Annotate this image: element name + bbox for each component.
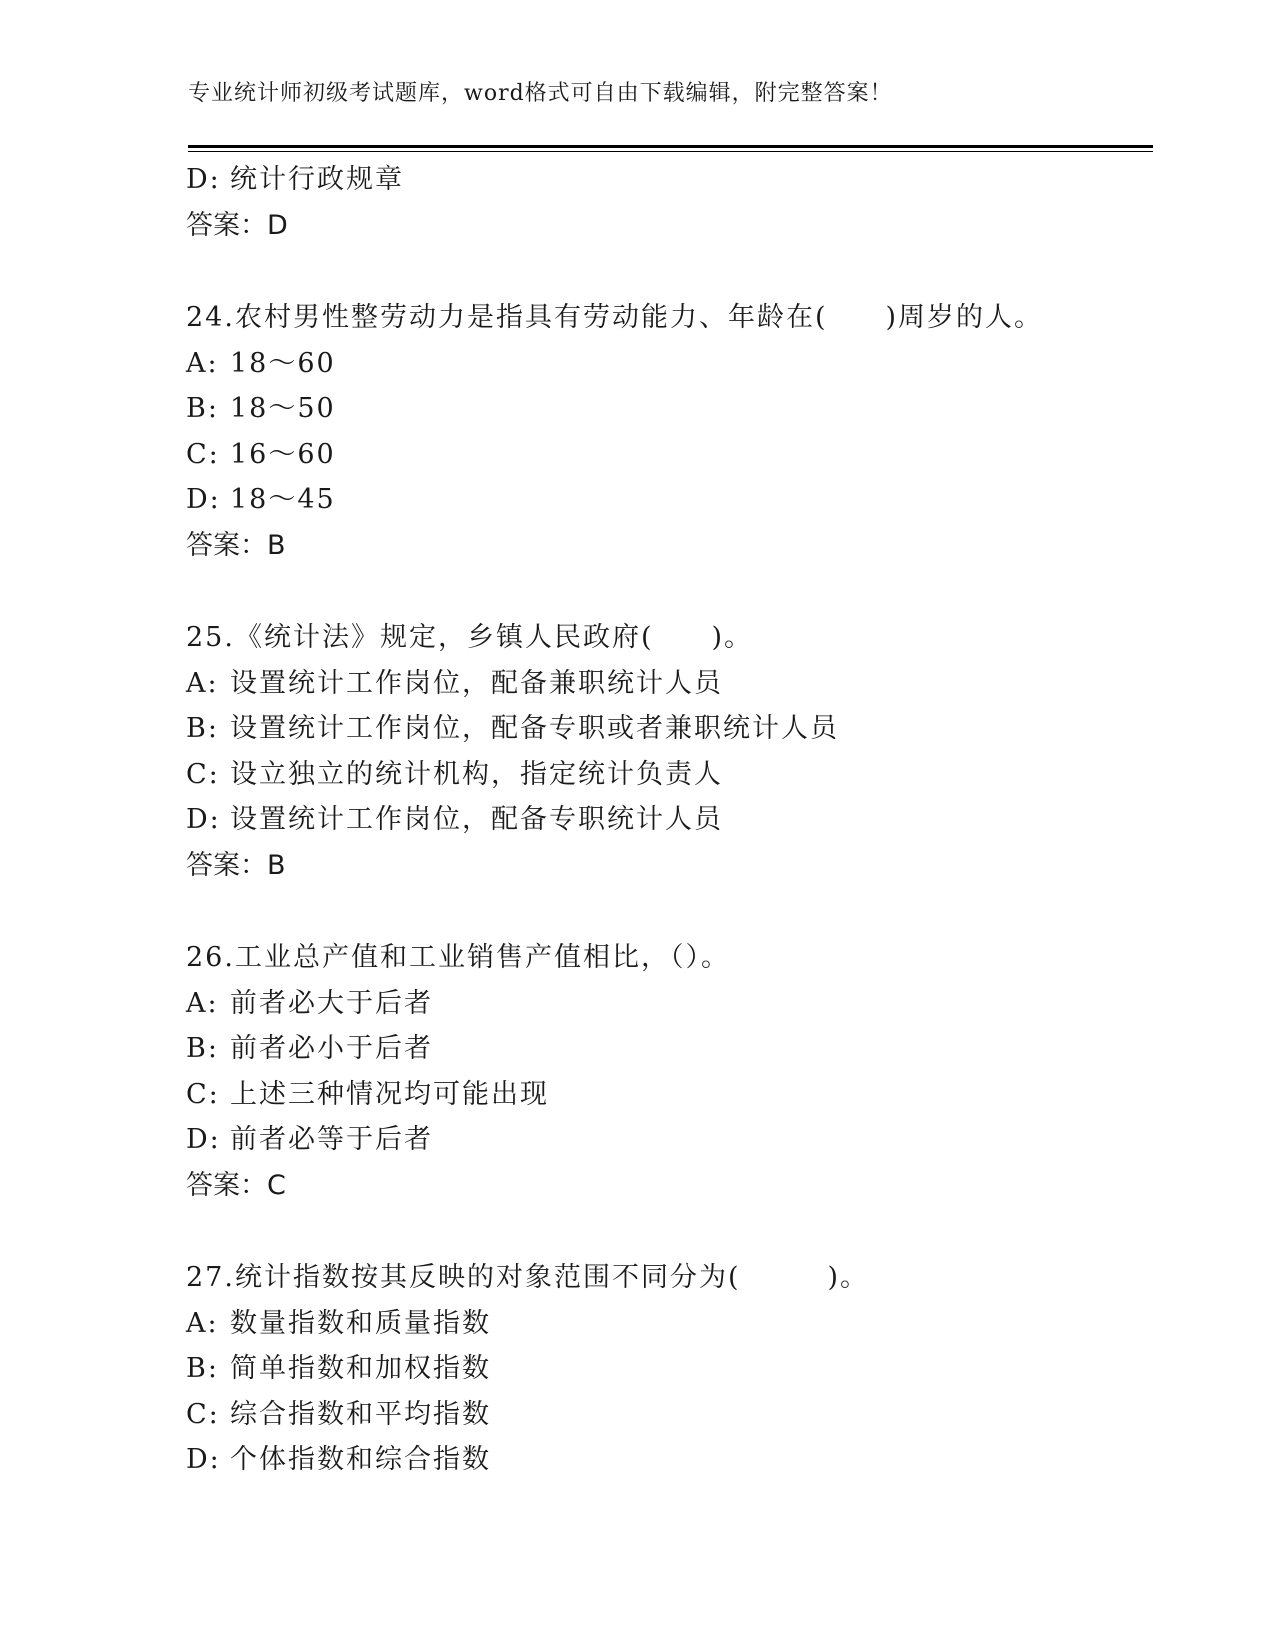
option-text: 设置统计工作岗位，配备兼职统计人员 (230, 667, 723, 699)
option-d (186, 1117, 1146, 1163)
option-label: B: (186, 393, 219, 424)
option-d (186, 1437, 1146, 1483)
question-list (186, 157, 1146, 1483)
option-text: 设置统计工作岗位，配备专职或者兼职统计人员 (230, 713, 839, 744)
option-text: 统计行政规章 (230, 164, 404, 195)
option-text: 简单指数和加权指数 (230, 1353, 491, 1384)
option-text: 设立独立的统计机构，指定统计负责人 (230, 758, 723, 790)
option-c (186, 1392, 1146, 1438)
option-text: 前者必等于后者 (230, 1124, 433, 1155)
option-a (186, 661, 1146, 707)
option-text: 上述三种情况均可能出现 (230, 1078, 549, 1110)
option-text: 18～50 (230, 393, 336, 424)
option-label: D: (186, 1124, 221, 1155)
option-c (186, 752, 1146, 798)
option-label: B: (186, 713, 219, 744)
option-label: D: (186, 484, 221, 515)
option-text: 16～60 (230, 438, 336, 470)
option-label: B: (186, 1353, 219, 1384)
option-text: 前者必小于后者 (230, 1033, 433, 1064)
option-d (186, 157, 1146, 203)
option-a (186, 341, 1146, 387)
question-stem: 25.《统计法》规定，乡镇人民政府( )。 (186, 622, 754, 653)
option-b (186, 1346, 1146, 1392)
option-text: 18～45 (230, 484, 336, 515)
question-block (186, 615, 1146, 888)
option-label: A: (186, 667, 219, 699)
option-label: D: (186, 1444, 221, 1475)
option-label: A: (186, 987, 219, 1019)
answer-line: 答案：B (186, 529, 286, 561)
option-text: 前者必大于后者 (230, 987, 433, 1019)
option-c (186, 1072, 1146, 1118)
question-stem: 27.统计指数按其反映的对象范围不同分为( )。 (186, 1262, 870, 1293)
answer-line: 答案：D (186, 209, 288, 241)
option-label: A: (186, 1307, 219, 1339)
page-header: 专业统计师初级考试题库，word格式可自由下载编辑，附完整答案！ (188, 81, 893, 106)
option-text: 18～60 (230, 347, 336, 379)
answer-line: 答案：C (186, 1169, 286, 1201)
option-b (186, 1026, 1146, 1072)
option-b (186, 706, 1146, 752)
option-a (186, 1301, 1146, 1347)
question-block (186, 935, 1146, 1208)
header-divider-thin (188, 151, 1153, 152)
option-text: 数量指数和质量指数 (230, 1307, 491, 1339)
option-label: C: (186, 758, 220, 790)
option-label: A: (186, 347, 219, 379)
option-text: 综合指数和平均指数 (230, 1398, 491, 1430)
option-text: 个体指数和综合指数 (230, 1444, 491, 1475)
option-label: D: (186, 164, 221, 195)
option-a (186, 981, 1146, 1027)
question-stem: 26.工业总产值和工业销售产值相比，（）。 (186, 942, 730, 973)
option-d (186, 477, 1146, 523)
option-label: C: (186, 1398, 220, 1430)
option-text: 设置统计工作岗位，配备专职统计人员 (230, 804, 723, 835)
option-d (186, 797, 1146, 843)
answer-line: 答案：B (186, 849, 286, 881)
option-label: C: (186, 1078, 220, 1110)
question-stem: 24.农村男性整劳动力是指具有劳动能力、年龄在( )周岁的人。 (186, 302, 1044, 333)
option-c (186, 432, 1146, 478)
question-block (186, 1255, 1146, 1483)
option-label: D: (186, 804, 221, 835)
option-label: C: (186, 438, 220, 470)
header-divider-thick (188, 145, 1153, 148)
question-block (186, 295, 1146, 568)
option-b (186, 386, 1146, 432)
option-label: B: (186, 1033, 219, 1064)
